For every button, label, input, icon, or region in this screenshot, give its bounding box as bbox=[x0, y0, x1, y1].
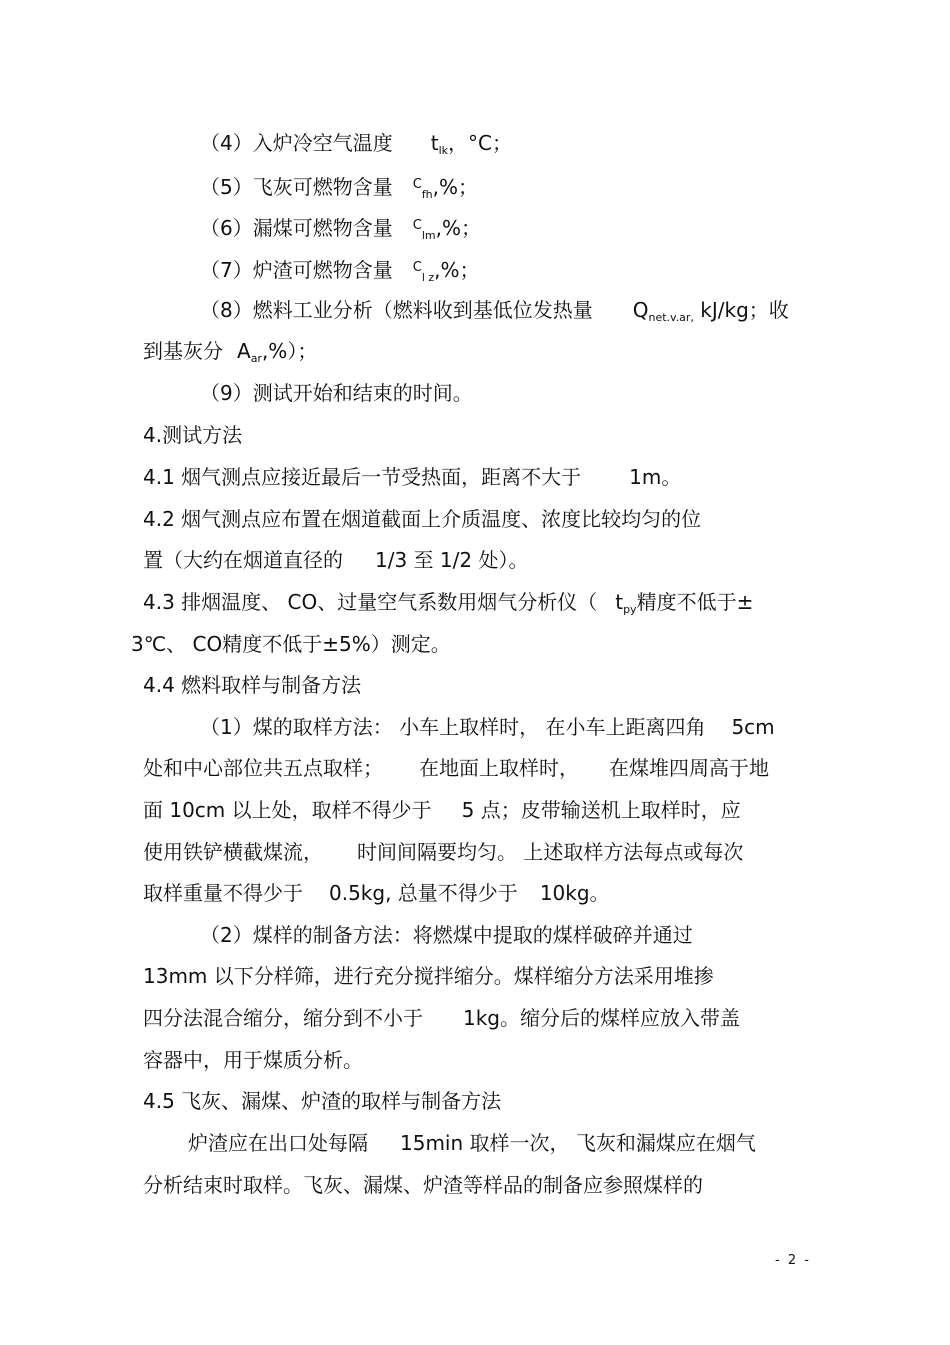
section-4-heading: 4.测试方法 bbox=[143, 423, 243, 447]
section-4-2-line2: 置（大约在烟道直径的 1/3 至 1/2 处）。 bbox=[143, 548, 529, 572]
sampling-para-line3: 面 10cm 以上处，取样不得少于 5 点；皮带输送机上取样时，应 bbox=[143, 798, 741, 822]
sampling-para-line2: 处和中心部位共五点取样； 在地面上取样时， 在煤堆四周高于地 bbox=[143, 756, 769, 780]
sampling-para-line5: 取样重量不得少于 0.5kg, 总量不得少于 10kg。 bbox=[143, 881, 610, 905]
prep-para-line1: （2）煤样的制备方法：将燃煤中提取的煤样破碎并通过 bbox=[200, 923, 693, 947]
item-8-cont: 到基灰分 $A_{ar},\%$）； bbox=[143, 339, 318, 365]
residue-para-line2: 分析结束时取样。飞灰、漏煤、炉渣等样品的制备应参照煤样的 bbox=[143, 1173, 703, 1197]
item-6: （6）漏煤可燃物含量 $^C_{lm}$,%； bbox=[200, 216, 481, 242]
item-8: （8）燃料工业分析（燃料收到基低位发热量 $Q_{net.v.ar,}$ kJ/kg；收 bbox=[200, 298, 789, 324]
item-4: （4）入炉冷空气温度 $t_{lk}$，°C； bbox=[200, 131, 512, 157]
prep-para-line4: 容器中，用于煤质分析。 bbox=[143, 1048, 363, 1072]
section-4-4-heading: 4.4 燃料取样与制备方法 bbox=[143, 673, 362, 697]
section-4-3-line2: 3℃、 CO精度不低于±5%）测定。 bbox=[131, 632, 451, 656]
residue-para-line1: 炉渣应在出口处每隔 15min 取样一次， 飞灰和漏煤应在烟气 bbox=[188, 1131, 756, 1155]
section-4-1: 4.1 烟气测点应接近最后一节受热面，距离不大于 1m。 bbox=[143, 465, 682, 489]
section-4-3-line1: 4.3 排烟温度、 CO、过量空气系数用烟气分析仪（ $t_{py}$精度不低于± bbox=[143, 590, 754, 616]
item-7: （7）炉渣可燃物含量 $^C_{l z}$,%； bbox=[200, 258, 480, 284]
item-5: （5）飞灰可燃物含量 $^C_{fh}$,%； bbox=[200, 175, 479, 201]
sampling-para-line1: （1）煤的取样方法： 小车上取样时， 在小车上距离四角 5cm bbox=[200, 715, 775, 739]
prep-para-line2: 13mm 以下分样筛，进行充分搅拌缩分。煤样缩分方法采用堆掺 bbox=[143, 964, 714, 988]
sampling-para-line4: 使用铁铲横截煤流， 时间间隔要均匀。 上述取样方法每点或每次 bbox=[143, 840, 744, 864]
section-4-2-line1: 4.2 烟气测点应布置在烟道截面上介质温度、浓度比较均匀的位 bbox=[143, 507, 702, 531]
item-9: （9）测试开始和结束的时间。 bbox=[200, 381, 473, 405]
section-4-5-heading: 4.5 飞灰、漏煤、炉渣的取样与制备方法 bbox=[143, 1089, 502, 1113]
prep-para-line3: 四分法混合缩分，缩分到不小于 1kg。缩分后的煤样应放入带盖 bbox=[143, 1006, 741, 1030]
page-number: - 2 - bbox=[775, 1253, 811, 1268]
